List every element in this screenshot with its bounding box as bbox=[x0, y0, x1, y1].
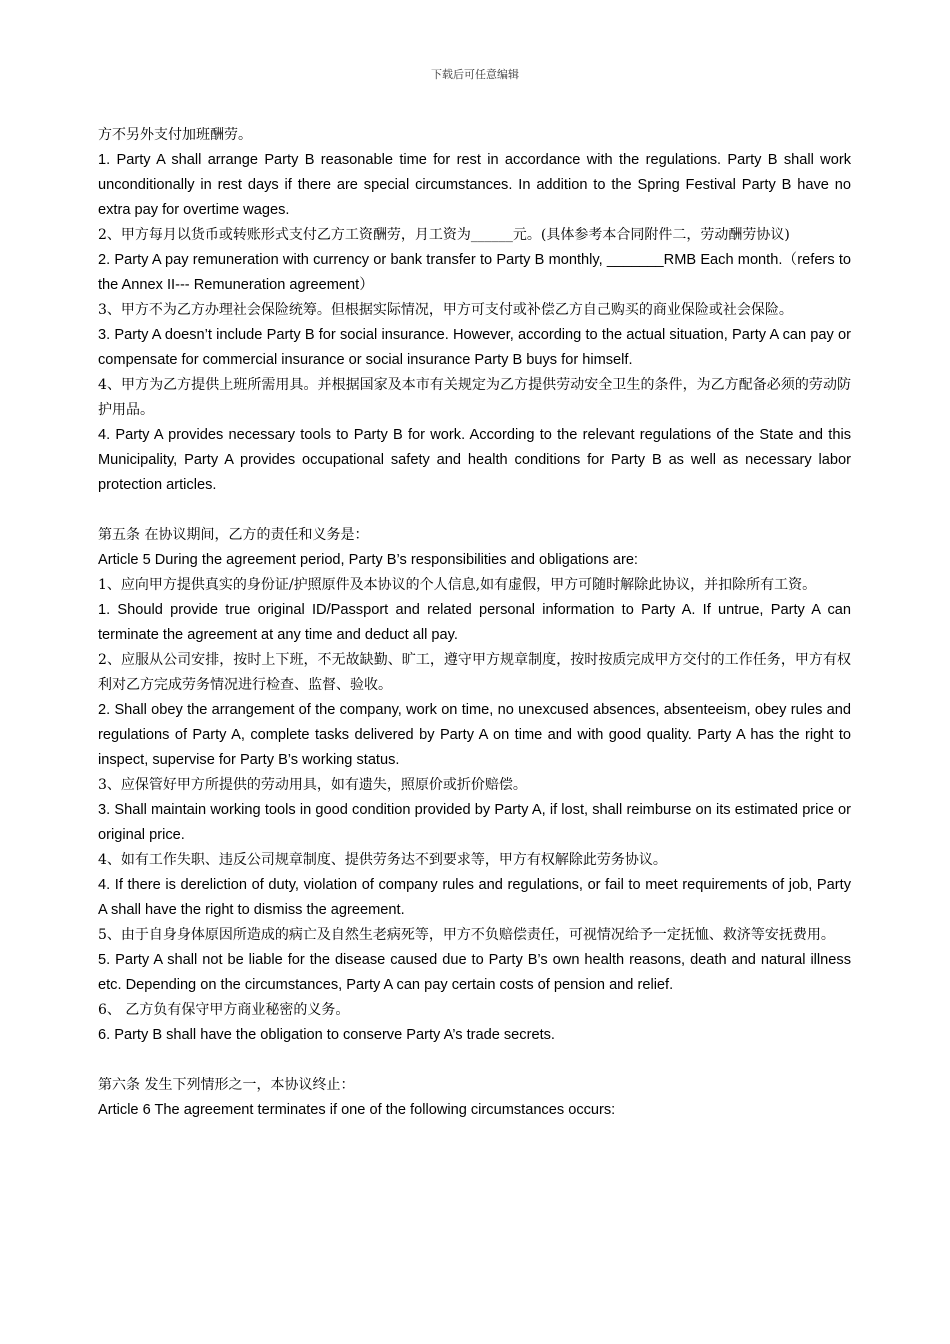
paragraph-zh: 第六条 发生下列情形之一，本协议终止： bbox=[98, 1077, 355, 1093]
paragraph-en: 3. Party A doesn’t include Party B for social insurance. However, according to the actual situation, Party A can pay or compensate for commercial insurance or social insurance Party B buys for himself. bbox=[98, 327, 851, 368]
paragraph-zh: 6、 乙方负有保守甲方商业秘密的义务。 bbox=[98, 1002, 350, 1018]
paragraph-zh: 1、应向甲方提供真实的身份证/护照原件及本协议的个人信息,如有虚假，甲方可随时解除此协议，并扣除所有工资。 bbox=[98, 577, 817, 593]
paragraph-en: Article 5 During the agreement period, Party B’s responsibilities and obligations are: bbox=[98, 552, 638, 568]
paragraph-zh: 3、甲方不为乙方办理社会保险统筹。但根据实际情况，甲方可支付或补偿乙方自己购买的商业保险或社会保险。 bbox=[98, 302, 793, 318]
paragraph-zh: 2、甲方每月以货币或转账形式支付乙方工资酬劳，月工资为______元。(具体参考本合同附件二，劳动酬劳协议) bbox=[98, 227, 790, 243]
paragraph-zh: 4、如有工作失职、违反公司规章制度、提供劳务达不到要求等，甲方有权解除此劳务协议。 bbox=[98, 852, 667, 868]
paragraph-zh: 3、应保管好甲方所提供的劳动用具，如有遗失，照原价或折价赔偿。 bbox=[98, 777, 527, 793]
paragraph-en: 4. Party A provides necessary tools to Party B for work. According to the relevant regulations of the State and this Municipality, Party A provides occupational safety and health conditions for Party B as well as necessary labor protection articles. bbox=[98, 427, 851, 493]
section-gap bbox=[98, 1048, 851, 1073]
paragraph-en: 3. Shall maintain working tools in good condition provided by Party A, if lost, shall reimburse on its estimated price or original price. bbox=[98, 802, 851, 843]
paragraph-en: Article 6 The agreement terminates if one of the following circumstances occurs: bbox=[98, 1102, 616, 1118]
paragraph-en: 4. If there is dereliction of duty, violation of company rules and regulations, or fail to meet requirements of job, Party A shall have the right to dismiss the agreement. bbox=[98, 877, 851, 918]
paragraph-en: 1. Should provide true original ID/Passport and related personal information to Party A. If untrue, Party A can terminate the agreement at any time and deduct all pay. bbox=[98, 602, 851, 643]
document-body bbox=[98, 123, 851, 1123]
paragraph-en: 6. Party B shall have the obligation to conserve Party A’s trade secrets. bbox=[98, 1027, 555, 1043]
section-gap bbox=[98, 498, 851, 523]
paragraph-en: 1. Party A shall arrange Party B reasonable time for rest in accordance with the regulations. Party B shall work unconditionally in rest days if there are special circumstances. In addition to the Spring Festival Party B have no extra pay for overtime wages. bbox=[98, 152, 851, 218]
paragraph-zh: 方不另外支付加班酬劳。 bbox=[98, 127, 252, 143]
paragraph-zh: 5、由于自身身体原因所造成的病亡及自然生老病死等，甲方不负赔偿责任，可视情况给予一定抚恤、救济等安抚费用。 bbox=[98, 927, 835, 943]
paragraph-zh: 第五条 在协议期间，乙方的责任和义务是： bbox=[98, 527, 369, 543]
paragraph-en: 2. Party A pay remuneration with currency or bank transfer to Party B monthly, _______RMB Each month.（refers to the Annex II--- Remuneration agreement） bbox=[98, 252, 851, 293]
paragraph-en: 2. Shall obey the arrangement of the company, work on time, no unexcused absences, absenteeism, obey rules and regulations of Party A, complete tasks delivered by Party A on time and with good quality. Party A has the right to inspect, supervise for Party B’s working status. bbox=[98, 702, 851, 768]
paragraph-en: 5. Party A shall not be liable for the disease caused due to Party B’s own health reasons, death and natural illness etc. Depending on the circumstances, Party A can pay certain costs of pension and relief. bbox=[98, 952, 851, 993]
paragraph-zh: 2、应服从公司安排，按时上下班，不无故缺勤、旷工，遵守甲方规章制度，按时按质完成甲方交付的工作任务，甲方有权利对乙方完成劳务情况进行检查、监督、验收。 bbox=[98, 652, 851, 693]
paragraph-zh: 4、甲方为乙方提供上班所需用具。并根据国家及本市有关规定为乙方提供劳动安全卫生的条件，为乙方配备必须的劳动防护用品。 bbox=[98, 377, 851, 418]
page-header: 下载后可任意编辑 bbox=[431, 68, 519, 81]
